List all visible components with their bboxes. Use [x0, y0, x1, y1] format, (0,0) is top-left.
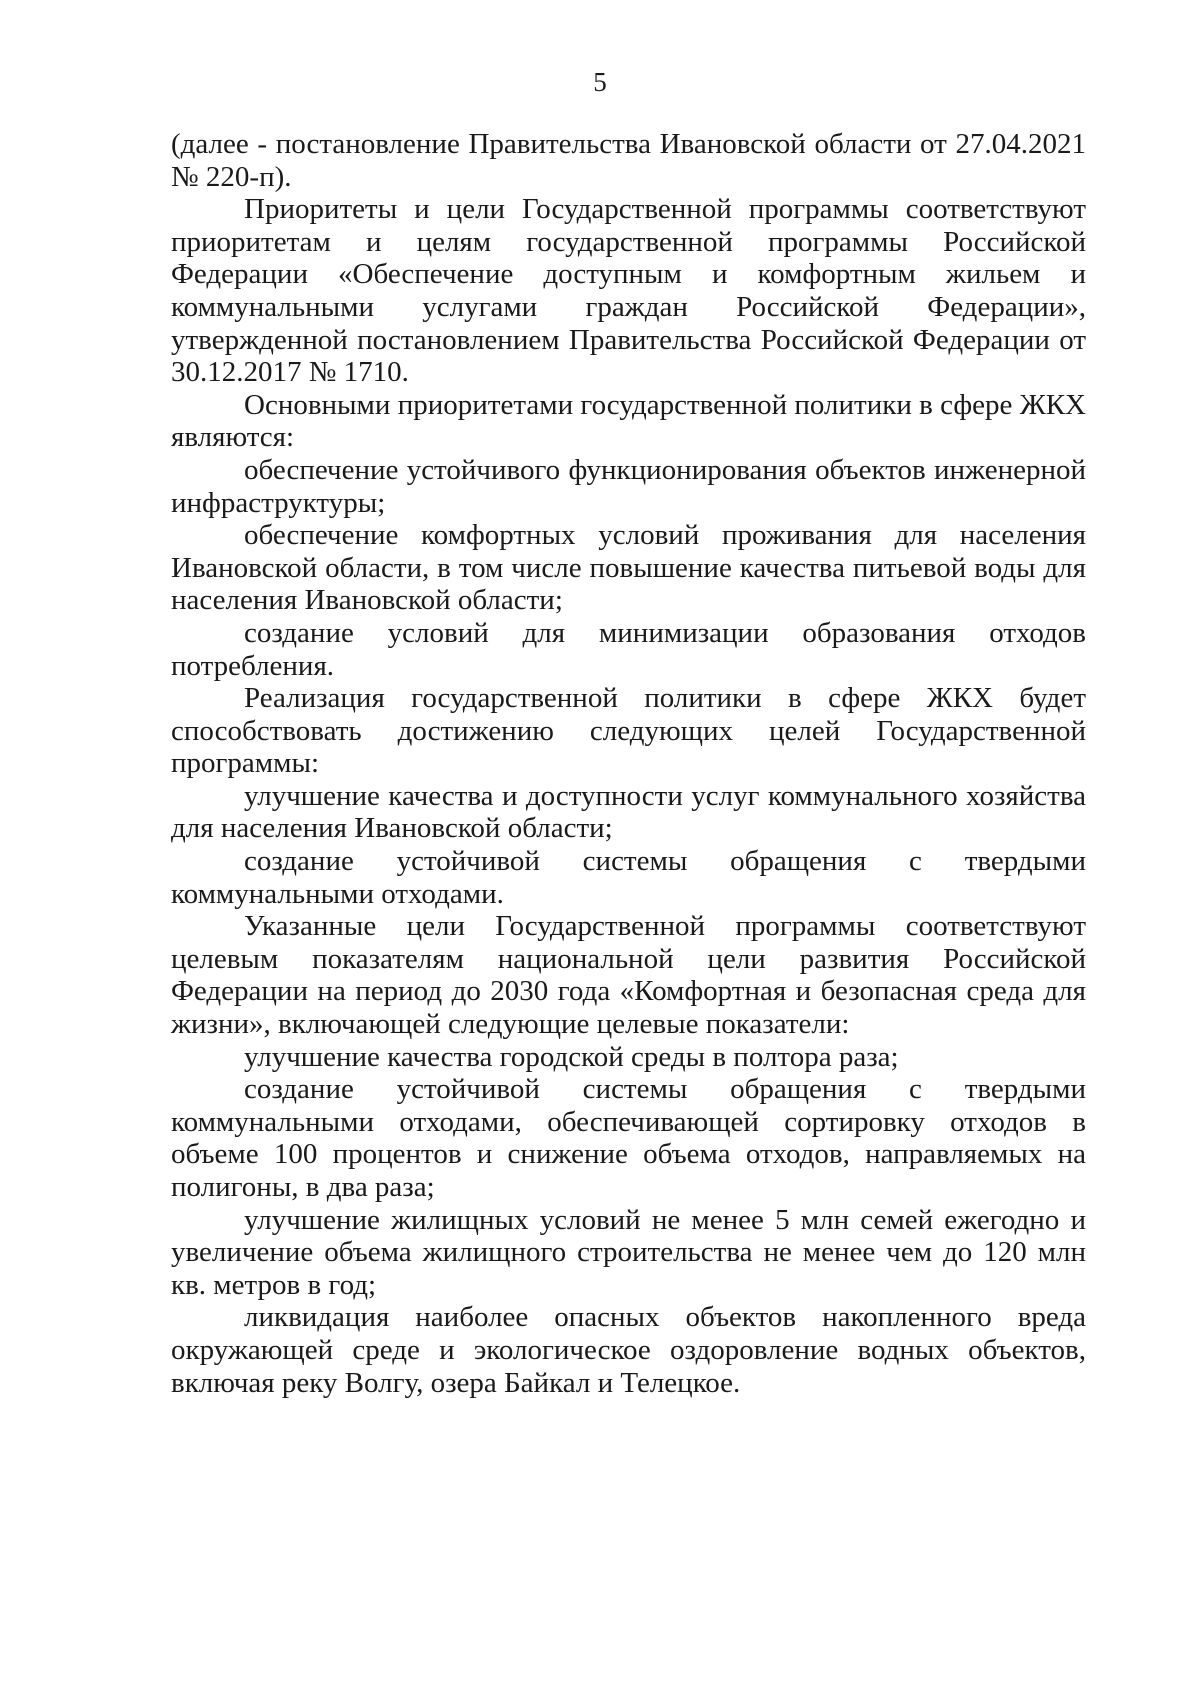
- list-item-priority-infrastructure: обеспечение устойчивого функционирования объектов инженерной инфраструктуры;: [171, 453, 1086, 519]
- paragraph-main-priorities-intro: Основными приоритетами государственной политики в сфере ЖКХ являются:: [171, 388, 1086, 454]
- paragraph-priorities-goals: Приоритеты и цели Государственной программы соответствуют приоритетам и целям государственной программы Российской Федерации «Обеспечение доступным и комфортным жильем и коммунальными услугами граждан Российской Федерации», утвержденной постановлением Правительства Российской Федерации от 30.12.2017 № 1710.: [171, 193, 1086, 389]
- paragraph-continuation: (далее - постановление Правительства Ивановской области от 27.04.2021 № 220-п).: [171, 128, 1086, 193]
- page-number: 5: [593, 67, 607, 97]
- list-item-target-waste-sorting: создание устойчивой системы обращения с твердыми коммунальными отходами, обеспечивающей сортировку отходов в объеме 100 процентов и снижение объема отходов, направляемых на полигоны, в два раза;: [171, 1073, 1086, 1203]
- list-item-target-housing: улучшение жилищных условий не менее 5 млн семей ежегодно и увеличение объема жилищного строительства не менее чем до 120 млн кв. метров в год;: [171, 1203, 1086, 1301]
- list-item-goal-waste-system: создание устойчивой системы обращения с твердыми коммунальными отходами.: [171, 845, 1086, 910]
- list-item-target-ecology: ликвидация наиболее опасных объектов накопленного вреда окружающей среде и экологическое оздоровление водных объектов, включая реку Волгу, озера Байкал и Телецкое.: [171, 1301, 1086, 1399]
- list-item-goal-utility-services: улучшение качества и доступности услуг коммунального хозяйства для населения Ивановской области;: [171, 779, 1086, 845]
- paragraph-national-targets-intro: Указанные цели Государственной программы соответствуют целевым показателям национальной цели развития Российской Федерации на период до 2030 года «Комфортная и безопасная среда для жизни», включающей следующие целевые показатели:: [171, 910, 1086, 1041]
- list-item-target-urban-environment: улучшение качества городской среды в полтора раза;: [244, 1040, 899, 1073]
- list-item-priority-waste-minimization: создание условий для минимизации образования отходов потребления.: [171, 616, 1086, 682]
- paragraph-goals-intro: Реализация государственной политики в сфере ЖКХ будет способствовать достижению следующих целей Государственной программы:: [171, 682, 1086, 780]
- document-body: [171, 128, 1086, 1399]
- list-item-priority-living-conditions: обеспечение комфортных условий проживания для населения Ивановской области, в том числе повышение качества питьевой воды для населения Ивановской области;: [171, 519, 1086, 617]
